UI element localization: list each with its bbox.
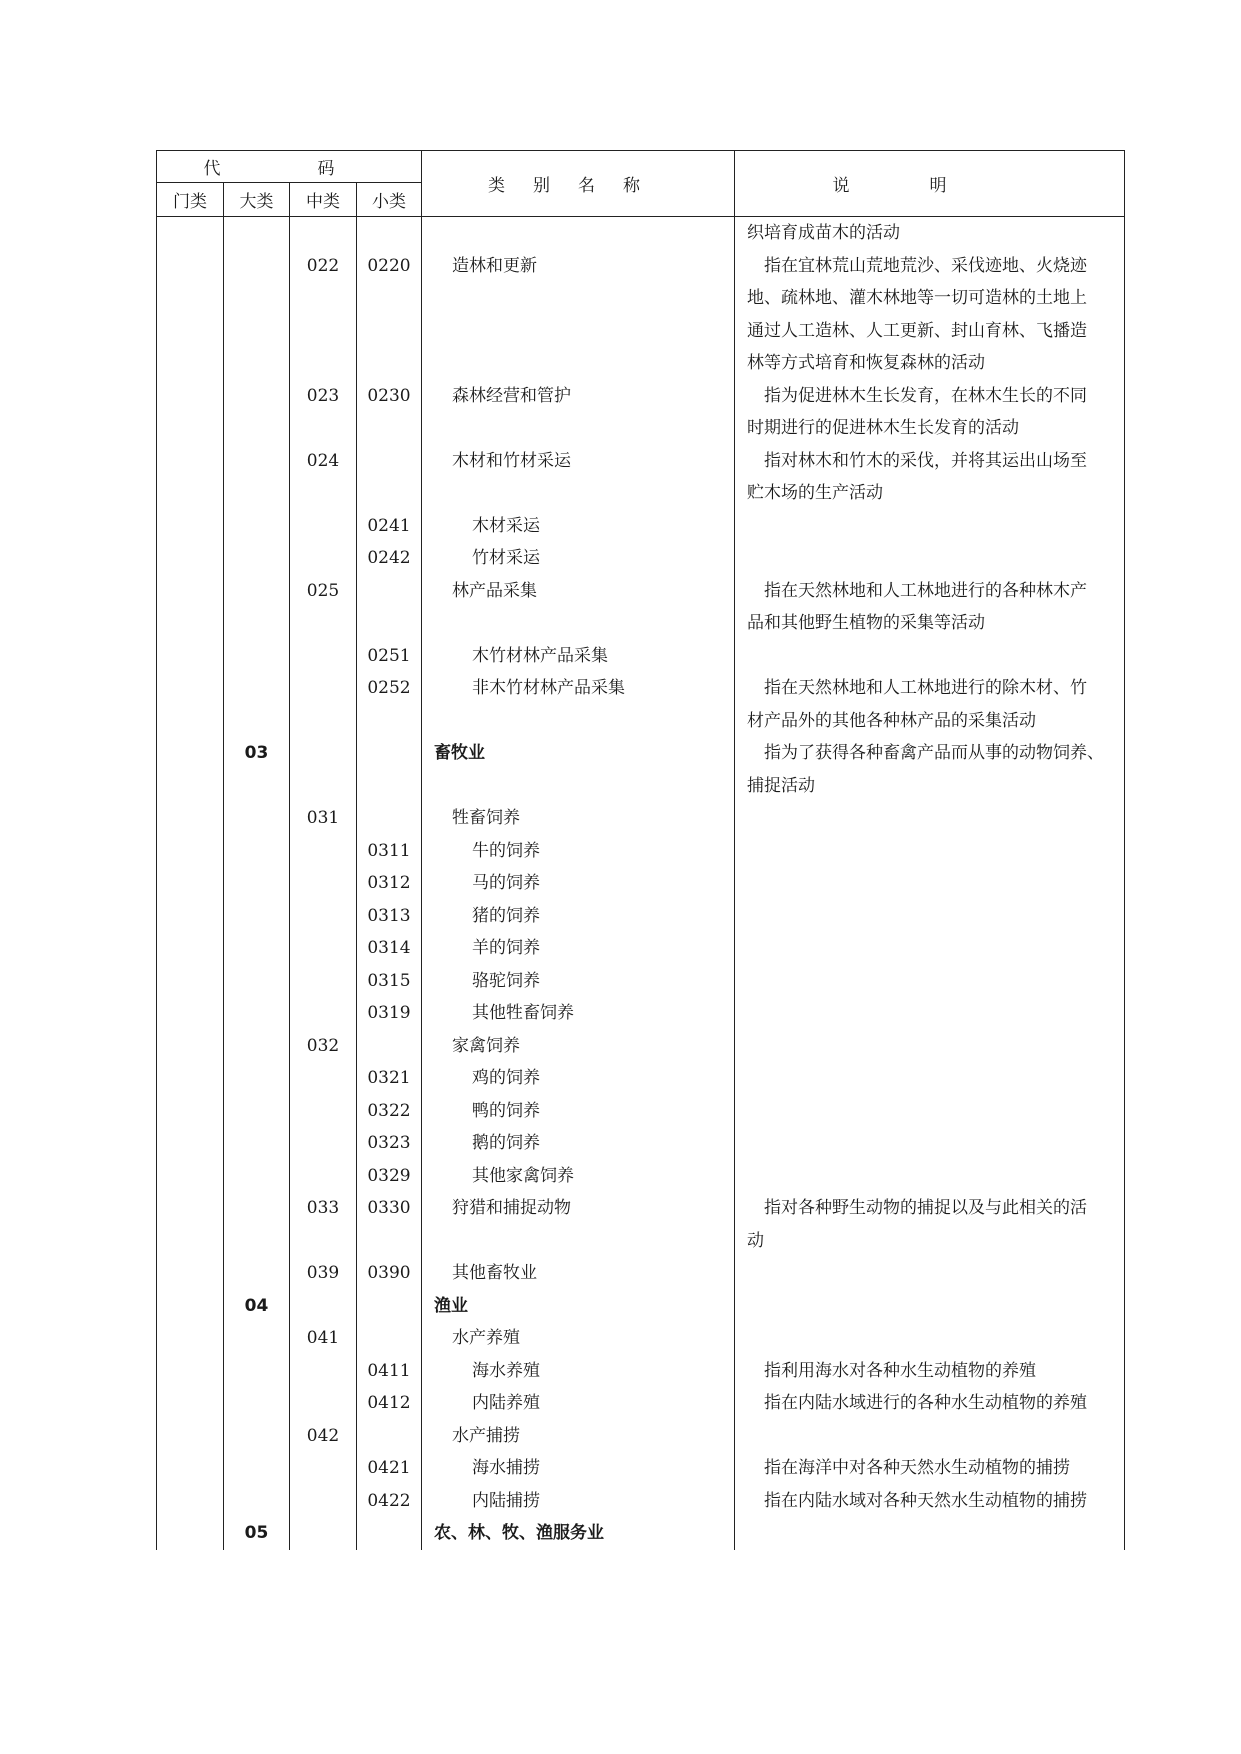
dalei-code-cell: [224, 1062, 290, 1095]
table-row: [157, 802, 1125, 835]
zhonglei-code-cell: [290, 737, 357, 802]
zhonglei-code-cell: 039: [290, 1257, 357, 1290]
menlei-cell: [157, 380, 224, 445]
category-name-cell: 猪的饲养: [422, 900, 735, 933]
xiaolei-code-cell: 0252: [357, 672, 422, 737]
table-row: [157, 380, 1125, 445]
category-name-cell: 牲畜饲养: [422, 802, 735, 835]
zhonglei-code-cell: [290, 1355, 357, 1388]
category-name-cell: 水产捕捞: [422, 1420, 735, 1453]
industry-classification-table: [156, 150, 1125, 1550]
xiaolei-code-cell: [357, 1517, 422, 1550]
table-row: [157, 1257, 1125, 1290]
menlei-cell: [157, 1127, 224, 1160]
dalei-code-cell: [224, 1257, 290, 1290]
menlei-cell: [157, 510, 224, 543]
zhonglei-code-cell: 025: [290, 575, 357, 640]
table-row: [157, 900, 1125, 933]
zhonglei-code-cell: [290, 1517, 357, 1550]
description-cell: [735, 900, 1125, 933]
zhonglei-code-cell: 032: [290, 1030, 357, 1063]
category-name-cell: 其他牲畜饲养: [422, 997, 735, 1030]
category-name-cell: 内陆捕捞: [422, 1485, 735, 1518]
description-cell: [735, 542, 1125, 575]
zhonglei-code-cell: [290, 965, 357, 998]
table-row: [157, 1160, 1125, 1193]
zhonglei-code-cell: [290, 217, 357, 250]
category-name-header: 类别名称: [422, 151, 735, 217]
menlei-cell: [157, 1322, 224, 1355]
menlei-cell: [157, 965, 224, 998]
menlei-cell: [157, 835, 224, 868]
zhonglei-code-cell: [290, 1387, 357, 1420]
menlei-cell: [157, 542, 224, 575]
category-name-cell: 鸭的饲养: [422, 1095, 735, 1128]
menlei-cell: [157, 1062, 224, 1095]
xiaolei-code-cell: 0315: [357, 965, 422, 998]
dalei-code-cell: [224, 1420, 290, 1453]
table-row: [157, 965, 1125, 998]
dalei-code-cell: [224, 575, 290, 640]
zhonglei-code-cell: [290, 1095, 357, 1128]
table-row: [157, 217, 1125, 250]
category-name-cell: 家禽饲养: [422, 1030, 735, 1063]
menlei-cell: [157, 1160, 224, 1193]
xiaolei-code-cell: 0314: [357, 932, 422, 965]
zhonglei-code-cell: 022: [290, 250, 357, 380]
dalei-code-cell: [224, 965, 290, 998]
menlei-cell: [157, 672, 224, 737]
dalei-code-cell: [224, 900, 290, 933]
description-header: 说明: [735, 151, 1125, 217]
xiaolei-code-cell: 0330: [357, 1192, 422, 1257]
code-group-header: 代 码: [157, 151, 422, 183]
description-line: 指在天然林地和人工林地进行的除木材、竹: [764, 678, 1087, 698]
xiaolei-code-cell: 0329: [357, 1160, 422, 1193]
xiaolei-code-cell: [357, 217, 422, 250]
table-row: [157, 867, 1125, 900]
table-row: [157, 835, 1125, 868]
description-cell: [735, 1095, 1125, 1128]
dalei-code-cell: [224, 1485, 290, 1518]
dalei-code-cell: [224, 1387, 290, 1420]
table-row: [157, 640, 1125, 673]
description-cell: [735, 1160, 1125, 1193]
zhonglei-code-cell: [290, 542, 357, 575]
menlei-cell: [157, 932, 224, 965]
menlei-cell: [157, 1192, 224, 1257]
xiaolei-code-cell: [357, 1030, 422, 1063]
description-line: 指在海洋中对各种天然水生动植物的捕捞: [764, 1458, 1070, 1478]
xiaolei-code-cell: 0322: [357, 1095, 422, 1128]
description-cell: [735, 1290, 1125, 1323]
category-name-cell: 海水养殖: [422, 1355, 735, 1388]
dalei-code-cell: [224, 835, 290, 868]
zhonglei-code-cell: [290, 672, 357, 737]
xiaolei-code-cell: [357, 1322, 422, 1355]
category-name-cell: 木竹材林产品采集: [422, 640, 735, 673]
zhonglei-code-cell: [290, 1127, 357, 1160]
dalei-code-cell: [224, 445, 290, 510]
description-cell: [735, 217, 1125, 250]
table-row: [157, 575, 1125, 640]
category-name-cell: 牛的饲养: [422, 835, 735, 868]
description-cell: [735, 835, 1125, 868]
dalei-code-cell: [224, 997, 290, 1030]
zhonglei-code-cell: 031: [290, 802, 357, 835]
menlei-cell: [157, 1485, 224, 1518]
menlei-cell: [157, 445, 224, 510]
description-cell: [735, 867, 1125, 900]
category-name-cell: 马的饲养: [422, 867, 735, 900]
dalei-code-cell: [224, 1355, 290, 1388]
description-line: 地、疏林地、灌木林地等一切可造林的土地上: [747, 288, 1087, 308]
dalei-code-cell: [224, 250, 290, 380]
description-line: 指在内陆水域对各种天然水生动植物的捕捞: [764, 1490, 1087, 1511]
xiaolei-code-cell: [357, 802, 422, 835]
xiaolei-header: 小类: [357, 183, 422, 217]
zhonglei-code-cell: [290, 900, 357, 933]
zhonglei-code-cell: 024: [290, 445, 357, 510]
category-name-cell: 羊的饲养: [422, 932, 735, 965]
zhonglei-code-cell: 041: [290, 1322, 357, 1355]
menlei-cell: [157, 217, 224, 250]
description-cell: [735, 737, 1125, 802]
description-cell: [735, 1452, 1125, 1485]
zhonglei-code-cell: [290, 997, 357, 1030]
menlei-cell: [157, 867, 224, 900]
description-line: 捕捉活动: [747, 775, 815, 796]
description-cell: [735, 965, 1125, 998]
table-row: [157, 737, 1125, 802]
table-row: [157, 1062, 1125, 1095]
description-cell: [735, 575, 1125, 640]
menlei-cell: [157, 900, 224, 933]
table-row: [157, 542, 1125, 575]
zhonglei-code-cell: [290, 1485, 357, 1518]
table-row: [157, 997, 1125, 1030]
table-row: [157, 1485, 1125, 1518]
menlei-cell: [157, 1387, 224, 1420]
category-name-cell: 木材和竹材采运: [422, 445, 735, 510]
table-header: [157, 151, 1125, 217]
table-row: [157, 1127, 1125, 1160]
table-row: [157, 1095, 1125, 1128]
description-line: 材产品外的其他各种林产品的采集活动: [747, 710, 1036, 731]
xiaolei-code-cell: 0319: [357, 997, 422, 1030]
table-row: [157, 250, 1125, 380]
dalei-code-cell: [224, 867, 290, 900]
menlei-cell: [157, 1452, 224, 1485]
xiaolei-code-cell: [357, 575, 422, 640]
xiaolei-code-cell: 0242: [357, 542, 422, 575]
dalei-code-cell: [224, 1192, 290, 1257]
category-name-cell: 渔业: [422, 1290, 735, 1323]
table-row: [157, 510, 1125, 543]
zhonglei-code-cell: [290, 1290, 357, 1323]
menlei-cell: [157, 737, 224, 802]
category-name-cell: [422, 217, 735, 250]
dalei-code-cell: [224, 1452, 290, 1485]
table-row: [157, 445, 1125, 510]
description-cell: [735, 510, 1125, 543]
table-row: [157, 1420, 1125, 1453]
description-cell: [735, 380, 1125, 445]
description-cell: [735, 1030, 1125, 1063]
dalei-code-cell: [224, 542, 290, 575]
dalei-code-cell: [224, 802, 290, 835]
category-name-cell: 其他家禽饲养: [422, 1160, 735, 1193]
table-row: [157, 1030, 1125, 1063]
dalei-code-cell: [224, 672, 290, 737]
table-row: [157, 1387, 1125, 1420]
category-name-cell: 其他畜牧业: [422, 1257, 735, 1290]
description-cell: [735, 672, 1125, 737]
category-name-cell: 造林和更新: [422, 250, 735, 380]
xiaolei-code-cell: 0390: [357, 1257, 422, 1290]
dalei-code-cell: [224, 1030, 290, 1063]
description-line: 指对林木和竹木的采伐，并将其运出山场至: [764, 450, 1087, 471]
description-cell: [735, 1062, 1125, 1095]
category-name-cell: 竹材采运: [422, 542, 735, 575]
xiaolei-code-cell: 0230: [357, 380, 422, 445]
dalei-code-cell: [224, 1127, 290, 1160]
xiaolei-code-cell: 0312: [357, 867, 422, 900]
dalei-code-cell: [224, 1322, 290, 1355]
zhonglei-code-cell: [290, 1062, 357, 1095]
dalei-code-cell: [224, 640, 290, 673]
description-cell: [735, 1420, 1125, 1453]
description-line: 织培育成苗木的活动: [747, 223, 900, 243]
description-cell: [735, 1485, 1125, 1518]
category-name-cell: 鹅的饲养: [422, 1127, 735, 1160]
table-row: [157, 1192, 1125, 1257]
description-cell: [735, 250, 1125, 380]
category-name-cell: 森林经营和管护: [422, 380, 735, 445]
xiaolei-code-cell: 0311: [357, 835, 422, 868]
menlei-cell: [157, 1030, 224, 1063]
dalei-code-cell: [224, 380, 290, 445]
dalei-code-cell: 04: [224, 1290, 290, 1323]
xiaolei-code-cell: 0220: [357, 250, 422, 380]
zhonglei-code-cell: [290, 510, 357, 543]
category-name-cell: 水产养殖: [422, 1322, 735, 1355]
description-line: 品和其他野生植物的采集等活动: [747, 613, 985, 633]
description-line: 指利用海水对各种水生动植物的养殖: [764, 1360, 1036, 1381]
description-cell: [735, 1257, 1125, 1290]
xiaolei-code-cell: [357, 1290, 422, 1323]
menlei-cell: [157, 1355, 224, 1388]
table-row: [157, 672, 1125, 737]
description-cell: [735, 1387, 1125, 1420]
category-name-cell: 内陆养殖: [422, 1387, 735, 1420]
xiaolei-code-cell: 0422: [357, 1485, 422, 1518]
category-name-cell: 农、林、牧、渔服务业: [422, 1517, 735, 1550]
category-name-cell: 骆驼饲养: [422, 965, 735, 998]
dalei-code-cell: 05: [224, 1517, 290, 1550]
xiaolei-code-cell: 0241: [357, 510, 422, 543]
menlei-cell: [157, 997, 224, 1030]
menlei-header: 门类: [157, 183, 224, 217]
table-row: [157, 1290, 1125, 1323]
xiaolei-code-cell: 0313: [357, 900, 422, 933]
description-line: 动: [747, 1230, 764, 1251]
xiaolei-code-cell: 0323: [357, 1127, 422, 1160]
zhonglei-code-cell: [290, 867, 357, 900]
menlei-cell: [157, 1420, 224, 1453]
xiaolei-code-cell: 0321: [357, 1062, 422, 1095]
description-cell: [735, 1192, 1125, 1257]
menlei-cell: [157, 575, 224, 640]
zhonglei-code-cell: [290, 835, 357, 868]
dalei-code-cell: [224, 1160, 290, 1193]
table-body: [157, 217, 1125, 1550]
description-cell: [735, 445, 1125, 510]
table-row: [157, 1517, 1125, 1550]
dalei-code-cell: 03: [224, 737, 290, 802]
description-cell: [735, 997, 1125, 1030]
category-name-cell: 畜牧业: [422, 737, 735, 802]
description-line: 时期进行的促进林木生长发育的活动: [747, 418, 1019, 438]
description-line: 指对各种野生动物的捕捉以及与此相关的活: [764, 1198, 1087, 1218]
xiaolei-code-cell: [357, 445, 422, 510]
menlei-cell: [157, 1095, 224, 1128]
description-cell: [735, 1322, 1125, 1355]
dalei-header: 大类: [224, 183, 290, 217]
description-cell: [735, 932, 1125, 965]
description-cell: [735, 1127, 1125, 1160]
zhonglei-code-cell: [290, 1452, 357, 1485]
description-line: 指在内陆水域进行的各种水生动植物的养殖: [764, 1393, 1087, 1413]
xiaolei-code-cell: 0412: [357, 1387, 422, 1420]
table-row: [157, 1322, 1125, 1355]
xiaolei-code-cell: 0411: [357, 1355, 422, 1388]
menlei-cell: [157, 640, 224, 673]
description-cell: [735, 640, 1125, 673]
table-row: [157, 932, 1125, 965]
description-line: 指为了获得各种畜禽产品而从事的动物饲养、: [764, 743, 1104, 763]
dalei-code-cell: [224, 1095, 290, 1128]
zhonglei-code-cell: [290, 932, 357, 965]
category-name-cell: 海水捕捞: [422, 1452, 735, 1485]
zhonglei-code-cell: 042: [290, 1420, 357, 1453]
xiaolei-code-cell: [357, 737, 422, 802]
category-name-cell: 林产品采集: [422, 575, 735, 640]
zhonglei-code-cell: 023: [290, 380, 357, 445]
description-line: 指在宜林荒山荒地荒沙、采伐迹地、火烧迹: [764, 255, 1087, 276]
table-row: [157, 1452, 1125, 1485]
description-cell: [735, 802, 1125, 835]
menlei-cell: [157, 1517, 224, 1550]
description-line: 通过人工造林、人工更新、封山育林、飞播造: [747, 320, 1087, 341]
zhonglei-code-cell: 033: [290, 1192, 357, 1257]
category-name-cell: 木材采运: [422, 510, 735, 543]
xiaolei-code-cell: [357, 1420, 422, 1453]
menlei-cell: [157, 250, 224, 380]
description-line: 林等方式培育和恢复森林的活动: [747, 353, 985, 373]
zhonglei-header: 中类: [290, 183, 357, 217]
description-line: 指在天然林地和人工林地进行的各种林木产: [764, 580, 1087, 601]
menlei-cell: [157, 1290, 224, 1323]
zhonglei-code-cell: [290, 1160, 357, 1193]
menlei-cell: [157, 1257, 224, 1290]
description-cell: [735, 1517, 1125, 1550]
table-row: [157, 1355, 1125, 1388]
zhonglei-code-cell: [290, 640, 357, 673]
dalei-code-cell: [224, 217, 290, 250]
dalei-code-cell: [224, 932, 290, 965]
xiaolei-code-cell: 0421: [357, 1452, 422, 1485]
description-line: 贮木场的生产活动: [747, 483, 883, 503]
menlei-cell: [157, 802, 224, 835]
description-cell: [735, 1355, 1125, 1388]
xiaolei-code-cell: 0251: [357, 640, 422, 673]
category-name-cell: 非木竹材林产品采集: [422, 672, 735, 737]
description-line: 指为促进林木生长发育，在林木生长的不同: [764, 385, 1087, 406]
category-name-cell: 狩猎和捕捉动物: [422, 1192, 735, 1257]
dalei-code-cell: [224, 510, 290, 543]
category-name-cell: 鸡的饲养: [422, 1062, 735, 1095]
